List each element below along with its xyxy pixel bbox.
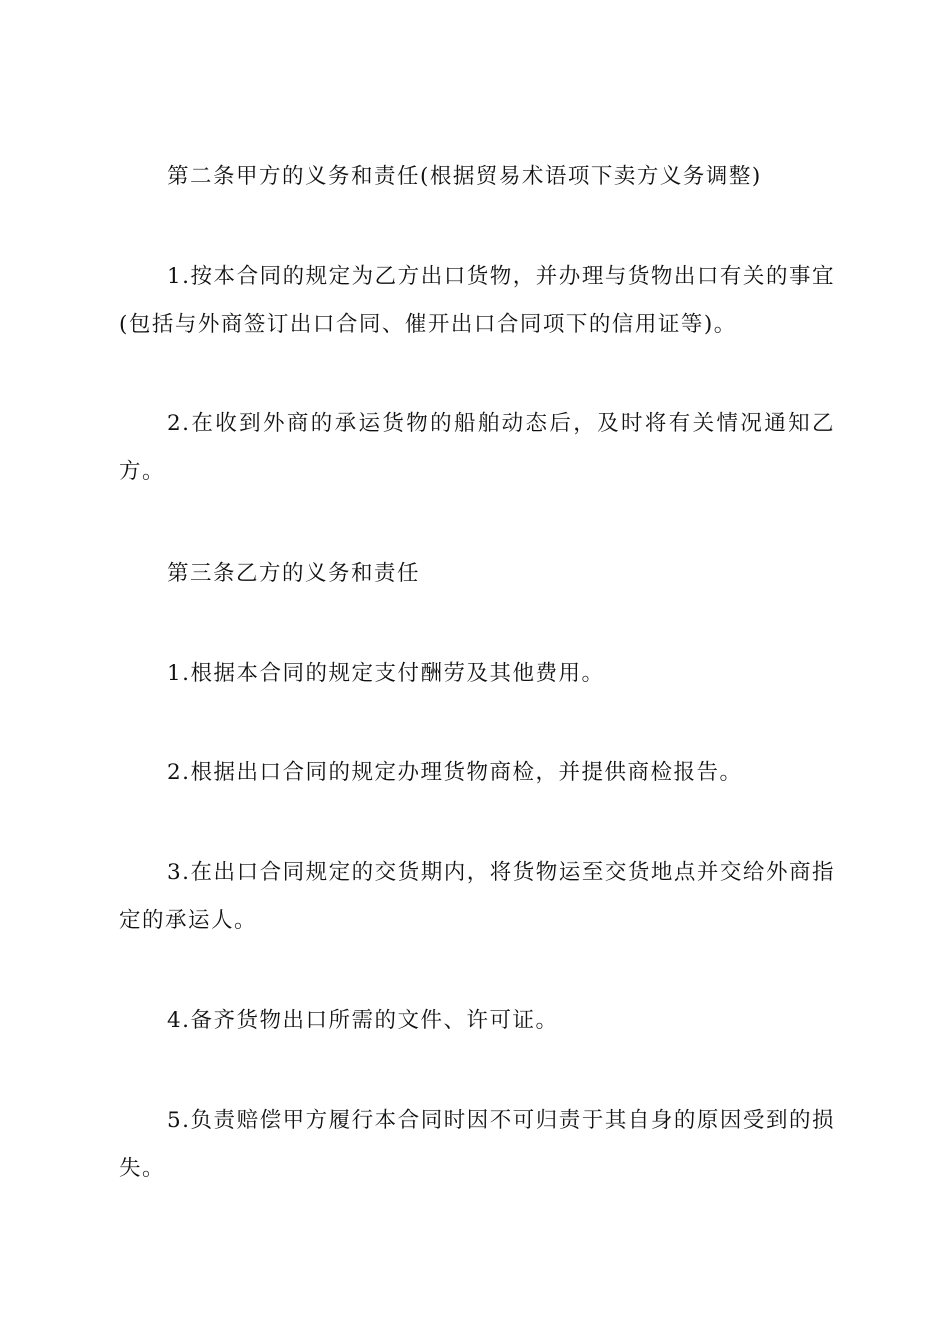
article-3-clause-4: 4.备齐货物出口所需的文件、许可证。 [167, 1008, 559, 1033]
article-2-clause-1: 1.按本合同的规定为乙方出口货物，并办理与货物出口有关的事宜(包括与外商签订出口合同、催开出口合同项下的信用证等)。 [119, 264, 835, 337]
article-3-clause-3: 3.在出口合同规定的交货期内，将货物运至交货地点并交给外商指定的承运人。 [119, 860, 835, 933]
article-3-clause-1: 1.根据本合同的规定支付酬劳及其他费用。 [167, 661, 605, 686]
article-2-heading: 第二条甲方的义务和责任(根据贸易术语项下卖方义务调整) [167, 164, 762, 189]
article-3-heading: 第三条乙方的义务和责任 [167, 561, 421, 586]
article-2-clause-2: 2.在收到外商的承运货物的船舶动态后，及时将有关情况通知乙方。 [119, 411, 835, 484]
article-3-clause-5: 5.负责赔偿甲方履行本合同时因不可归责于其自身的原因受到的损失。 [119, 1108, 835, 1181]
article-3-clause-2: 2.根据出口合同的规定办理货物商检，并提供商检报告。 [167, 760, 743, 785]
